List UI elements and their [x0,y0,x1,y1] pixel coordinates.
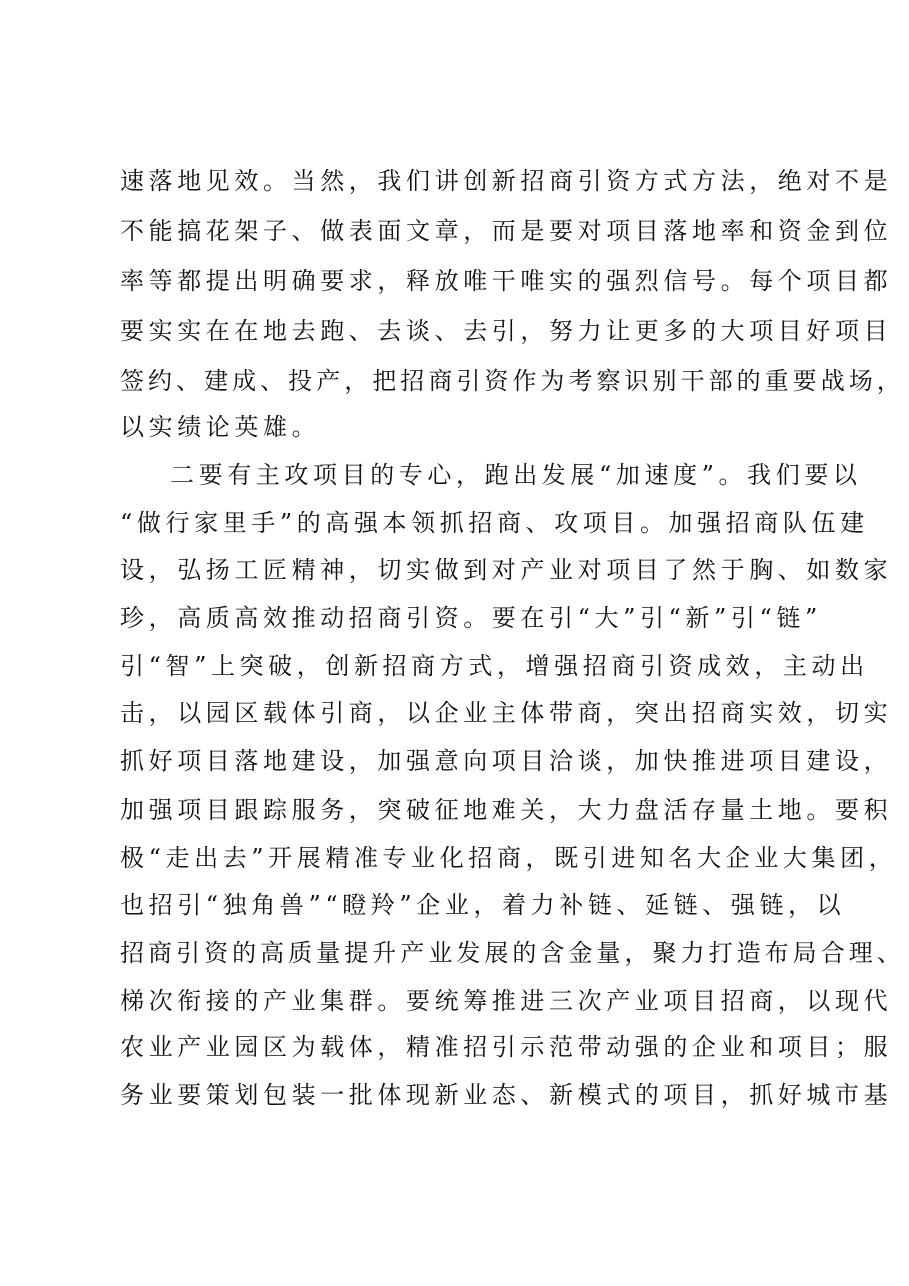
text-line: 极“走出去”开展精准专业化招商，既引进知名大企业大集团， [120,844,898,872]
text-line: 率等都提出明确要求，释放唯干唯实的强烈信号。每个项目都 [120,267,893,295]
text-line: 抓好项目落地建设，加强意向项目洽谈，加快推进项目建设， [120,747,893,775]
text-line: 不能搞花架子、做表面文章，而是要对项目落地率和资金到位 [120,217,893,245]
paragraph-first-line: 二要有主攻项目的专心，跑出发展“加速度”。我们要以 [170,461,862,489]
text-line: 引“智”上突破，创新招商方式，增强招商引资成效，主动出 [120,652,869,680]
text-line: 以实绩论英雄。 [120,413,321,441]
text-line: 加强项目跟踪服务，突破征地难关，大力盘活存量土地。要积 [120,796,893,824]
text-line: 要实实在在地去跑、去谈、去引，努力让更多的大项目好项目 [120,317,893,345]
text-line: 珍，高质高效推动招商引资。要在引“大”引“新”引“链” [120,604,822,632]
text-line: 设，弘扬工匠精神，切实做到对产业对项目了然于胸、如数家 [120,556,893,584]
text-line: 速落地见效。当然，我们讲创新招商引资方式方法，绝对不是 [120,167,893,195]
text-line: 招商引资的高质量提升产业发展的含金量，聚力打造布局合理、 [120,939,905,967]
text-line: “做行家里手”的高强本领抓招商、攻项目。加强招商队伍建 [120,509,869,537]
text-line: 梯次衔接的产业集群。要统筹推进三次产业项目招商，以现代 [120,987,893,1015]
text-line: 也招引“独角兽”“瞪羚”企业，着力补链、延链、强链，以 [120,891,846,919]
text-line: 签约、建成、投产，把招商引资作为考察识别干部的重要战场， [120,367,905,395]
text-line: 击，以园区载体引商，以企业主体带商，突出招商实效，切实 [120,699,893,727]
text-line: 农业产业园区为载体，精准招引示范带动强的企业和项目；服 [120,1033,893,1061]
text-line: 务业要策划包装一批体现新业态、新模式的项目，抓好城市基 [120,1081,893,1109]
